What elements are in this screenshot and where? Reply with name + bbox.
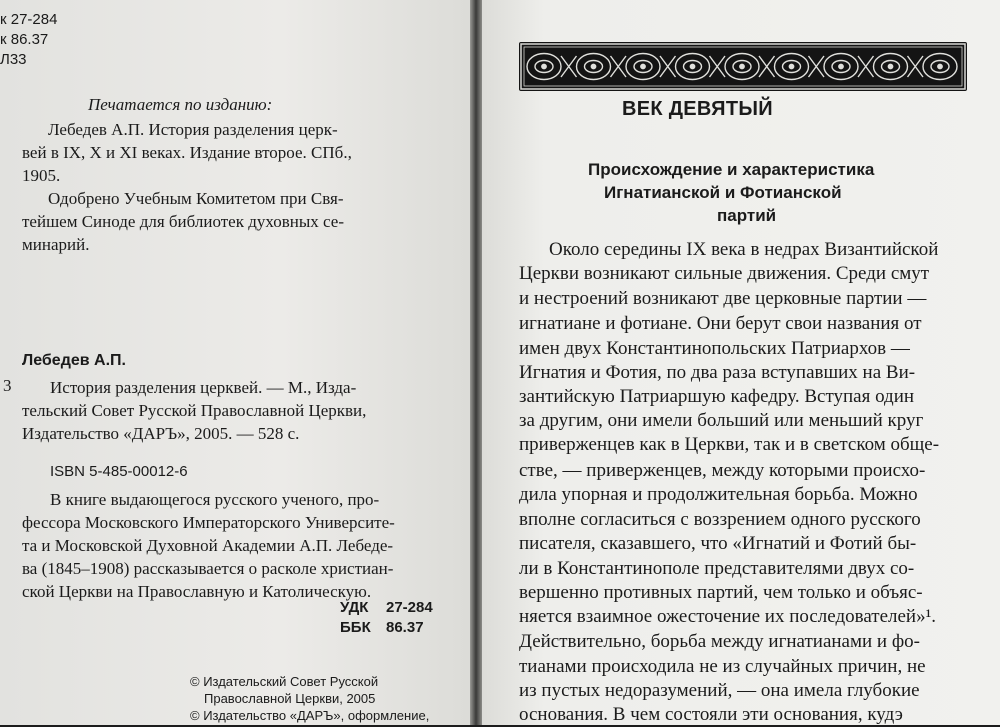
body-line: имен двух Константинопольских Патриархов —	[519, 338, 910, 359]
ornament-header-icon	[519, 42, 967, 91]
ornament-dot	[591, 64, 595, 68]
section-title-line: Игнатианской и Фотианской	[604, 183, 842, 202]
ornament-dot	[690, 64, 694, 68]
bbk-row	[340, 618, 433, 638]
printed-from-heading: Печатается по изданию:	[88, 95, 273, 114]
code-line: к 27-284	[0, 11, 58, 28]
body-line: вершенно противных партий, чем только и объяс-	[519, 582, 923, 603]
body-line: ли в Константинополе представителями двух со-	[519, 558, 915, 579]
ornament-knot	[710, 56, 726, 77]
printed-from-line: Лебедев А.П. История разделения церк-	[48, 120, 338, 139]
code-line: к 86.37	[0, 31, 49, 48]
body-line: основания. В чем состояли эти основания, кудэ	[519, 704, 903, 725]
ornament-knot	[611, 56, 627, 77]
body-line: дила упорная и продолжительная борьба. Можно	[519, 484, 918, 505]
code-line: Л33	[0, 51, 27, 68]
bbk-label: ББК	[340, 619, 371, 636]
udk-row	[340, 598, 433, 618]
book-gutter	[470, 0, 482, 725]
body-line: за другим, они имели больший или меньший круг	[519, 410, 924, 431]
approved-line: тейшем Синоде для библиотек духовных се-	[22, 212, 344, 231]
body-line: Около середины IX века в недрах Византийской	[549, 239, 939, 260]
side-number: 3	[3, 376, 12, 395]
body-line: стве, — приверженцев, между которыми происхо-	[519, 460, 926, 481]
author-name: Лебедев А.П.	[22, 352, 126, 369]
isbn: ISBN 5-485-00012-6	[50, 463, 188, 480]
body-line: Действительно, борьба между игнатианами и фо-	[519, 631, 920, 652]
annotation-line: ской Церкви на Православную и Католическую.	[22, 582, 372, 601]
body-line: приверженцев как в Церкви, так и в светском обще-	[519, 434, 940, 455]
body-line: тианами происходила не из случайных причин, не	[519, 656, 926, 677]
classification-codes	[0, 10, 57, 70]
ornament-knot	[660, 56, 676, 77]
annotation-line: ва (1845–1908) рассказывается о расколе христиан-	[22, 559, 394, 578]
section-title-line: Происхождение и характеристика	[588, 160, 875, 179]
book-description-line: тельский Совет Русской Православной Церкви,	[22, 401, 367, 420]
book-description-line: Издательство «ДАРЪ», 2005. — 528 с.	[22, 424, 300, 443]
body-line: няется взаимное ожесточение их последователей»¹.	[519, 606, 937, 627]
ornament-dot	[740, 64, 744, 68]
printed-from-line: 1905.	[22, 166, 61, 185]
approved-line: Одобрено Учебным Комитетом при Свя-	[48, 189, 344, 208]
ornament-dot	[938, 64, 942, 68]
body-line: писателя, сказавшего, что «Игнатий и Фотий бы-	[519, 533, 917, 554]
left-page	[0, 0, 470, 725]
body-line: игнатиане и фотиане. Они берут свои названия от	[519, 313, 922, 334]
ornament-dot	[888, 64, 892, 68]
book-description-line: История разделения церквей. — М., Изда-	[50, 378, 357, 397]
annotation-line: та и Московской Духовной Академии А.П. Лебеде-	[22, 536, 394, 555]
body-line: Церкви возникают сильные движения. Среди смут	[519, 263, 930, 284]
body-line: зантийскую Патриаршую кафедру. Вступая один	[519, 386, 915, 407]
ornament-dot	[641, 64, 645, 68]
approved-line: минарий.	[22, 235, 90, 254]
ornament-dot	[542, 64, 546, 68]
bbk-value: 86.37	[386, 619, 424, 636]
section-title-line: партий	[717, 206, 777, 225]
udk-bbk-block	[340, 598, 433, 638]
body-line: из пустых недоразумений, — она имела глубокие	[519, 680, 920, 701]
annotation-line: В книге выдающегося русского ученого, про-	[50, 490, 380, 509]
ornament-dot	[789, 64, 793, 68]
body-line: вполне согласиться с воззрением одного русского	[519, 509, 921, 530]
body-line: Игнатия и Фотия, по два раза вступавших на Ви-	[519, 362, 916, 383]
ornament-knot	[858, 56, 874, 77]
udk-label: УДК	[340, 599, 369, 616]
copyright-line: © Издательство «ДАРЪ», оформление,	[190, 708, 430, 723]
chapter-title: ВЕК ДЕВЯТЫЙ	[622, 98, 773, 120]
udk-value: 27-284	[386, 599, 433, 616]
ornament-dot	[839, 64, 843, 68]
copyright-line: Православной Церкви, 2005	[204, 691, 376, 706]
ornament-knot	[908, 56, 924, 77]
printed-from-line: вей в IX, X и XI веках. Издание второе. СПб.,	[22, 143, 352, 162]
annotation-line: фессора Московского Императорского Университе-	[22, 513, 395, 532]
ornament-knot	[809, 56, 825, 77]
body-line: и нестроений возникают две церковные партии —	[519, 288, 927, 309]
ornament-knot	[561, 56, 577, 77]
ornament-knot	[759, 56, 775, 77]
copyright-block	[190, 673, 429, 724]
copyright-line: © Издательский Совет Русской	[190, 674, 379, 689]
